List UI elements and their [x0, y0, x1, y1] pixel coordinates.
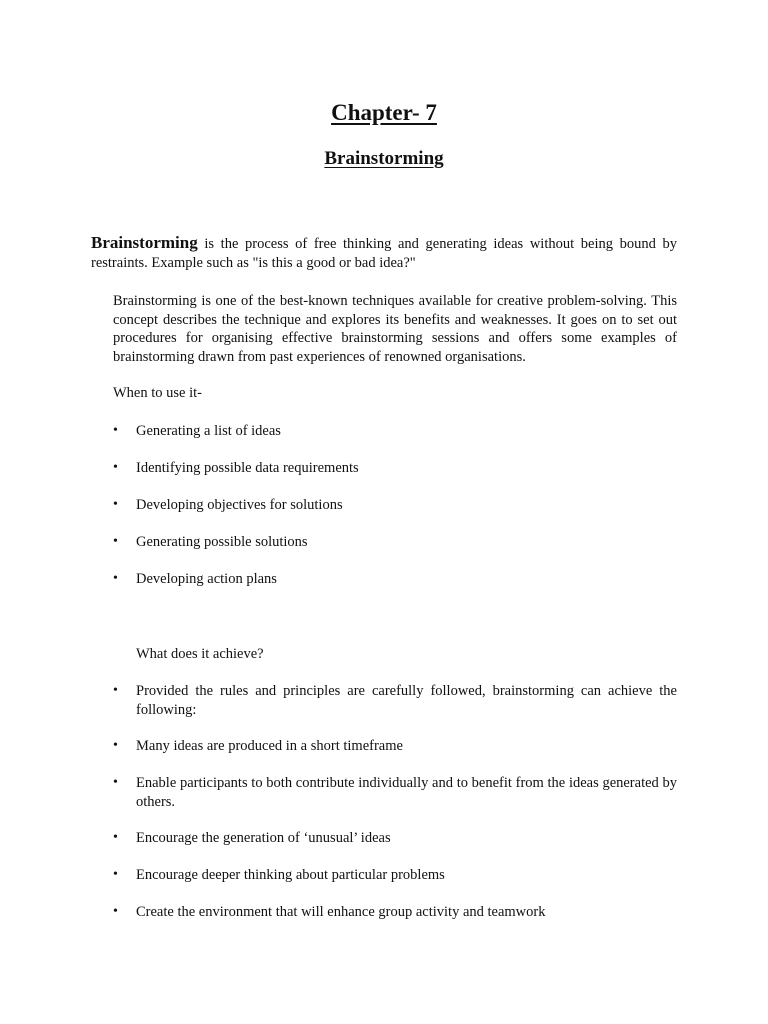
intro-text: is the process of free thinking and generating ideas without being bound by restraints. Example such as "is this a good or bad idea?": [91, 236, 677, 271]
achieve-item: [113, 682, 677, 719]
section-title: Brainstorming: [324, 148, 444, 169]
achieve-item: [113, 774, 677, 811]
when-to-use-item: [113, 570, 677, 589]
description-paragraph: Brainstorming is one of the best-known techniques available for creative problem-solving. This concept describes the technique and explores its benefits and weaknesses. It goes on to set out procedures for organising effective brainstorming sessions and offers some examples of brainstorming drawn from past experiences of renowned organisations.: [113, 293, 677, 365]
list-item-text: Identifying possible data requirements: [136, 460, 359, 476]
bullet-icon: •: [113, 775, 118, 790]
when-to-use-item: [113, 496, 677, 515]
achieve-heading: What does it achieve?: [136, 646, 264, 662]
bullet-icon: •: [113, 683, 118, 698]
list-item-text: Enable participants to both contribute individually and to benefit from the ideas generated by others.: [136, 775, 677, 810]
bullet-icon: •: [113, 497, 118, 512]
list-item-text: Encourage deeper thinking about particular problems: [136, 867, 445, 883]
achieve-item: [113, 903, 677, 922]
when-to-use-item: [113, 533, 677, 552]
achieve-item: [113, 829, 677, 848]
when-to-use-heading: When to use it-: [113, 385, 202, 401]
bullet-icon: •: [113, 534, 118, 549]
when-to-use-item: [113, 422, 677, 441]
bullet-icon: •: [113, 460, 118, 475]
intro-lead-term: Brainstorming: [91, 233, 198, 252]
list-item-text: Developing objectives for solutions: [136, 497, 343, 513]
list-item-text: Generating a list of ideas: [136, 423, 281, 439]
when-to-use-item: [113, 459, 677, 478]
achieve-item: [113, 737, 677, 756]
bullet-icon: •: [113, 423, 118, 438]
bullet-icon: •: [113, 738, 118, 753]
intro-paragraph: [91, 233, 677, 273]
bullet-icon: •: [113, 904, 118, 919]
achieve-item: [113, 866, 677, 885]
list-item-text: Provided the rules and principles are carefully followed, brainstorming can achieve the following:: [136, 683, 677, 718]
list-item-text: Generating possible solutions: [136, 534, 308, 550]
chapter-title: Chapter- 7: [331, 100, 437, 125]
bullet-icon: •: [113, 830, 118, 845]
list-item-text: Encourage the generation of ‘unusual’ ideas: [136, 830, 391, 846]
bullet-icon: •: [113, 867, 118, 882]
list-item-text: Developing action plans: [136, 571, 277, 587]
bullet-icon: •: [113, 571, 118, 586]
list-item-text: Create the environment that will enhance group activity and teamwork: [136, 904, 546, 920]
list-item-text: Many ideas are produced in a short timeframe: [136, 738, 403, 754]
